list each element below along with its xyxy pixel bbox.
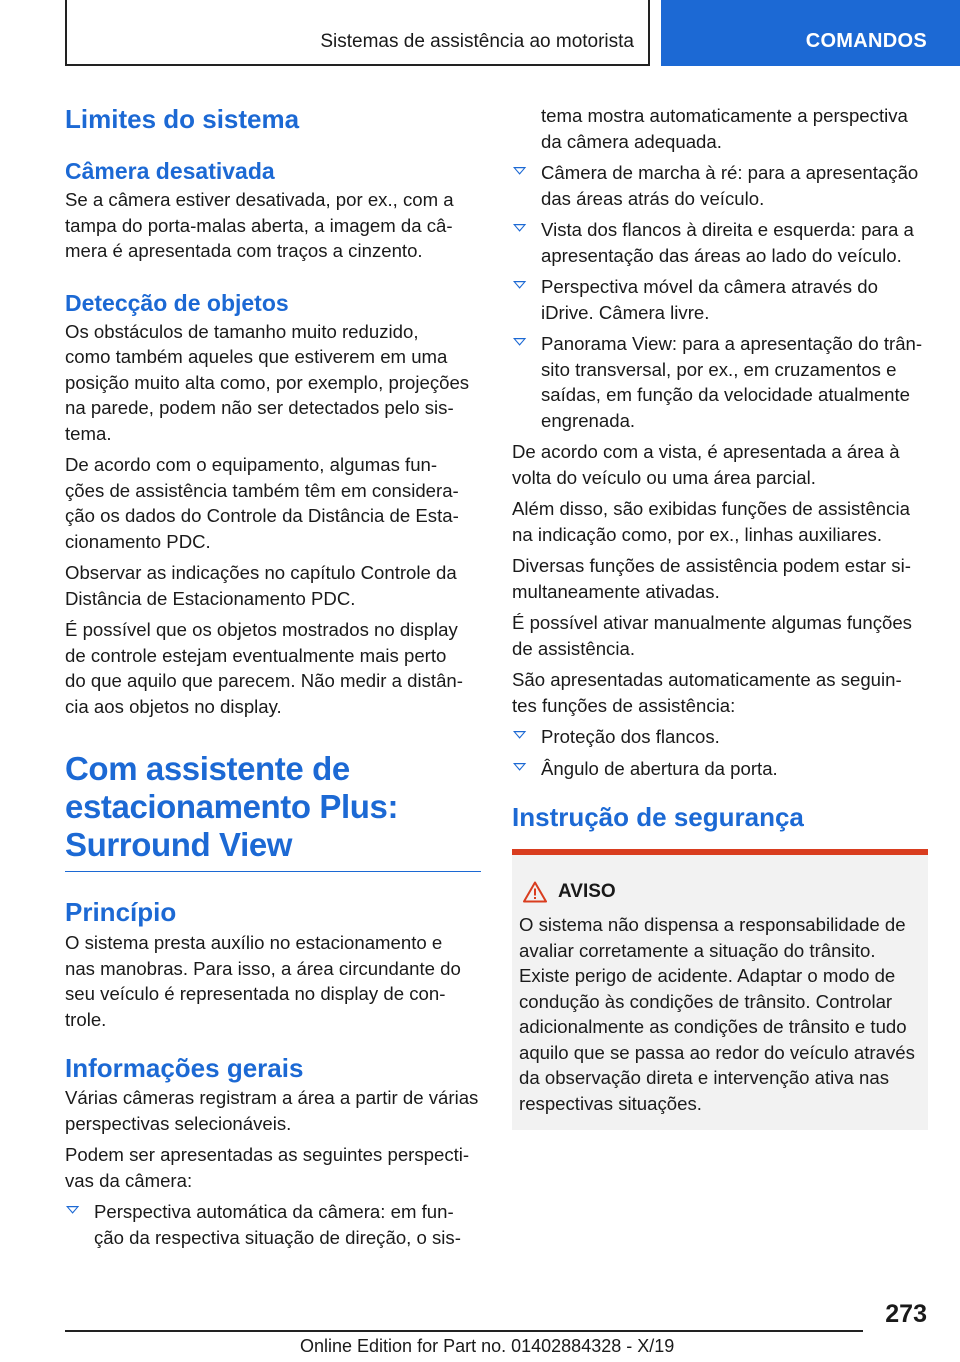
text-line: vas da câmera: (65, 1169, 193, 1191)
section-title: Sistemas de assistência ao motorista (320, 31, 634, 52)
warning-text (519, 912, 924, 1116)
text-line: Os obstáculos de tamanho muito reduzido, (65, 320, 419, 342)
text-line: É possível que os objetos mostrados no display (65, 619, 458, 640)
text-line: De acordo com o equipamento, algumas fun- (65, 454, 438, 475)
text-line: do que aquilo que parecem. Não medir a distân- (65, 670, 463, 691)
list-item-reverse-camera (512, 160, 928, 211)
limits-heading: Limites do sistema (65, 104, 300, 134)
text-line: na indicação como, por ex., linhas auxiliares. (512, 523, 883, 545)
text-line: das áreas atrás do veículo. (541, 187, 765, 209)
text-line: tema. (65, 422, 112, 444)
list-item-auto-perspective (65, 1199, 481, 1250)
safety-heading: Instrução de segurança (512, 802, 804, 832)
text-line: ção da respectiva situação de direção, o sis- (94, 1226, 461, 1248)
text-line: cia aos objetos no display. (65, 695, 282, 717)
text-line: tema mostra automaticamente a perspectiva (541, 105, 908, 126)
chapter-tab-label: COMANDOS (805, 30, 927, 52)
principle-paragraph (65, 930, 481, 1032)
text-line: posição muito alta como, por exemplo, projeções (65, 371, 470, 393)
text-line: multaneamente ativadas. (512, 580, 720, 602)
header-frame (65, 0, 650, 66)
right-column (512, 102, 928, 833)
bullet-triangle-icon (513, 281, 526, 289)
text-line: avaliar corretamente a situação do trânsito. (519, 939, 876, 961)
chapter-tab[interactable] (661, 0, 960, 66)
text-line: na parede, podem não ser detectados pelo sis- (65, 397, 454, 418)
heading-line: estacionamento Plus: (65, 788, 399, 825)
text-line: De acordo com a vista, é apresentada a área à (512, 441, 900, 462)
camera-off-paragraph (65, 187, 481, 264)
text-line: Várias câmeras registram a área a partir de várias (65, 1087, 479, 1108)
text-line: adicionalmente as condições de trânsito e tudo (519, 1016, 907, 1037)
text-line: Diversas funções de assistência podem estar si- (512, 555, 911, 576)
general-paragraph (65, 1085, 481, 1136)
text-line: como também aqueles que estiverem em uma (65, 346, 448, 367)
text-line: da câmera adequada. (541, 130, 722, 152)
several-paragraph (512, 553, 928, 604)
text-line: Ângulo de abertura da porta. (541, 757, 778, 779)
bullet-triangle-icon (513, 731, 526, 739)
text-line: condução às condições de trânsito. Controlar (519, 990, 893, 1012)
text-line: cionamento PDC. (65, 530, 211, 552)
text-line: apresentação das áreas ao lado do veículo. (541, 244, 902, 266)
text-line: É possível ativar manualmente algumas funções (512, 612, 912, 633)
text-line: iDrive. Câmera livre. (541, 301, 710, 323)
camera-off-heading: Câmera desativada (65, 158, 275, 184)
main-heading (65, 750, 481, 864)
edition-text: Online Edition for Part no. 01402884328 - X/19 (300, 1336, 675, 1356)
text-line: Além disso, são exibidas funções de assistência (512, 498, 910, 519)
heading-line: Com assistente de (65, 750, 350, 787)
text-line: aquilo que se passa ao redor do veículo através (519, 1041, 915, 1063)
view-paragraph (512, 439, 928, 490)
bullet-triangle-icon (513, 167, 526, 175)
warning-box (512, 849, 928, 1130)
text-line: sito transversal, por ex., em cruzamentos e (541, 358, 897, 380)
text-line: tampa do porta-malas aberta, a imagem da câ- (65, 214, 453, 236)
list-item-auto-perspective-continued (512, 103, 928, 154)
text-line: Vista dos flancos à direita e esquerda: para a (541, 219, 914, 240)
general-heading: Informações gerais (65, 1053, 304, 1083)
text-line: São apresentadas automaticamente as seguin- (512, 669, 902, 690)
heading-line: Surround View (65, 826, 293, 863)
text-line: trole. (65, 1008, 107, 1030)
text-line: Perspectiva móvel da câmera através do (541, 276, 878, 297)
text-line: engrenada. (541, 409, 636, 431)
text-line: Proteção dos flancos. (541, 726, 720, 747)
text-line: Se a câmera estiver desativada, por ex., com a (65, 189, 454, 210)
page-number: 273 (885, 1300, 927, 1328)
manual-paragraph (512, 610, 928, 661)
text-line: saídas, em função da velocidade atualmente (541, 384, 911, 405)
auto-paragraph (512, 667, 928, 718)
text-line: Panorama View: para a apresentação do trân- (541, 333, 923, 354)
text-line: respectivas situações. (519, 1092, 702, 1114)
detection-heading: Detecção de objetos (65, 289, 289, 316)
text-line: Perspectiva automática da câmera: em fun- (94, 1201, 454, 1222)
text-line: Observar as indicações no capítulo Controle da (65, 562, 457, 583)
list-item-flank-protection (512, 724, 928, 750)
text-line: Podem ser apresentadas as seguintes perspecti- (65, 1144, 470, 1165)
text-line: nas manobras. Para isso, a área circundante do (65, 957, 461, 979)
text-line: Câmera de marcha à ré: para a apresentação (541, 162, 919, 183)
text-line: de assistência. (512, 637, 635, 659)
text-line: da observação direta e intervenção ativa nas (519, 1067, 890, 1088)
bullet-triangle-icon (513, 224, 526, 232)
heading-rule (65, 871, 481, 872)
perspectives-paragraph (65, 1142, 481, 1193)
list-item-panorama-view (512, 331, 928, 433)
text-line: O sistema não dispensa a responsabilidade de (519, 914, 906, 935)
text-line: Distância de Estacionamento PDC. (65, 587, 356, 609)
text-line: perspectivas selecionáveis. (65, 1112, 292, 1134)
equipment-paragraph (65, 452, 481, 554)
besides-paragraph (512, 496, 928, 547)
list-item-door-angle (512, 756, 928, 782)
list-item-mobile-perspective (512, 274, 928, 325)
text-line: O sistema presta auxílio no estacionamento e (65, 932, 443, 953)
warning-title: AVISO (558, 881, 616, 902)
text-line: mera é apresentada com traços a cinzento. (65, 240, 423, 261)
footer-rule (65, 1330, 863, 1332)
list-item-side-view (512, 217, 928, 268)
observe-paragraph (65, 560, 481, 611)
bullet-triangle-icon (66, 1206, 79, 1214)
text-line: volta do veículo ou uma área parcial. (512, 466, 816, 488)
text-line: de controle estejam eventualmente mais perto (65, 644, 447, 666)
text-line: tes funções de assistência: (512, 694, 736, 716)
detection-paragraph (65, 319, 481, 447)
principle-heading: Princípio (65, 897, 177, 927)
text-line: seu veículo é representada no display de con- (65, 983, 446, 1004)
possible-paragraph (65, 617, 481, 719)
warning-triangle-icon (523, 881, 547, 903)
bullet-triangle-icon (513, 763, 526, 771)
left-column (65, 102, 481, 1250)
bullet-triangle-icon (513, 338, 526, 346)
text-line: ção os dados do Controle da Distância de Esta- (65, 505, 459, 526)
text-line: Existe perigo de acidente. Adaptar o modo de (519, 965, 896, 986)
text-line: ções de assistência também têm em considera- (65, 479, 459, 501)
